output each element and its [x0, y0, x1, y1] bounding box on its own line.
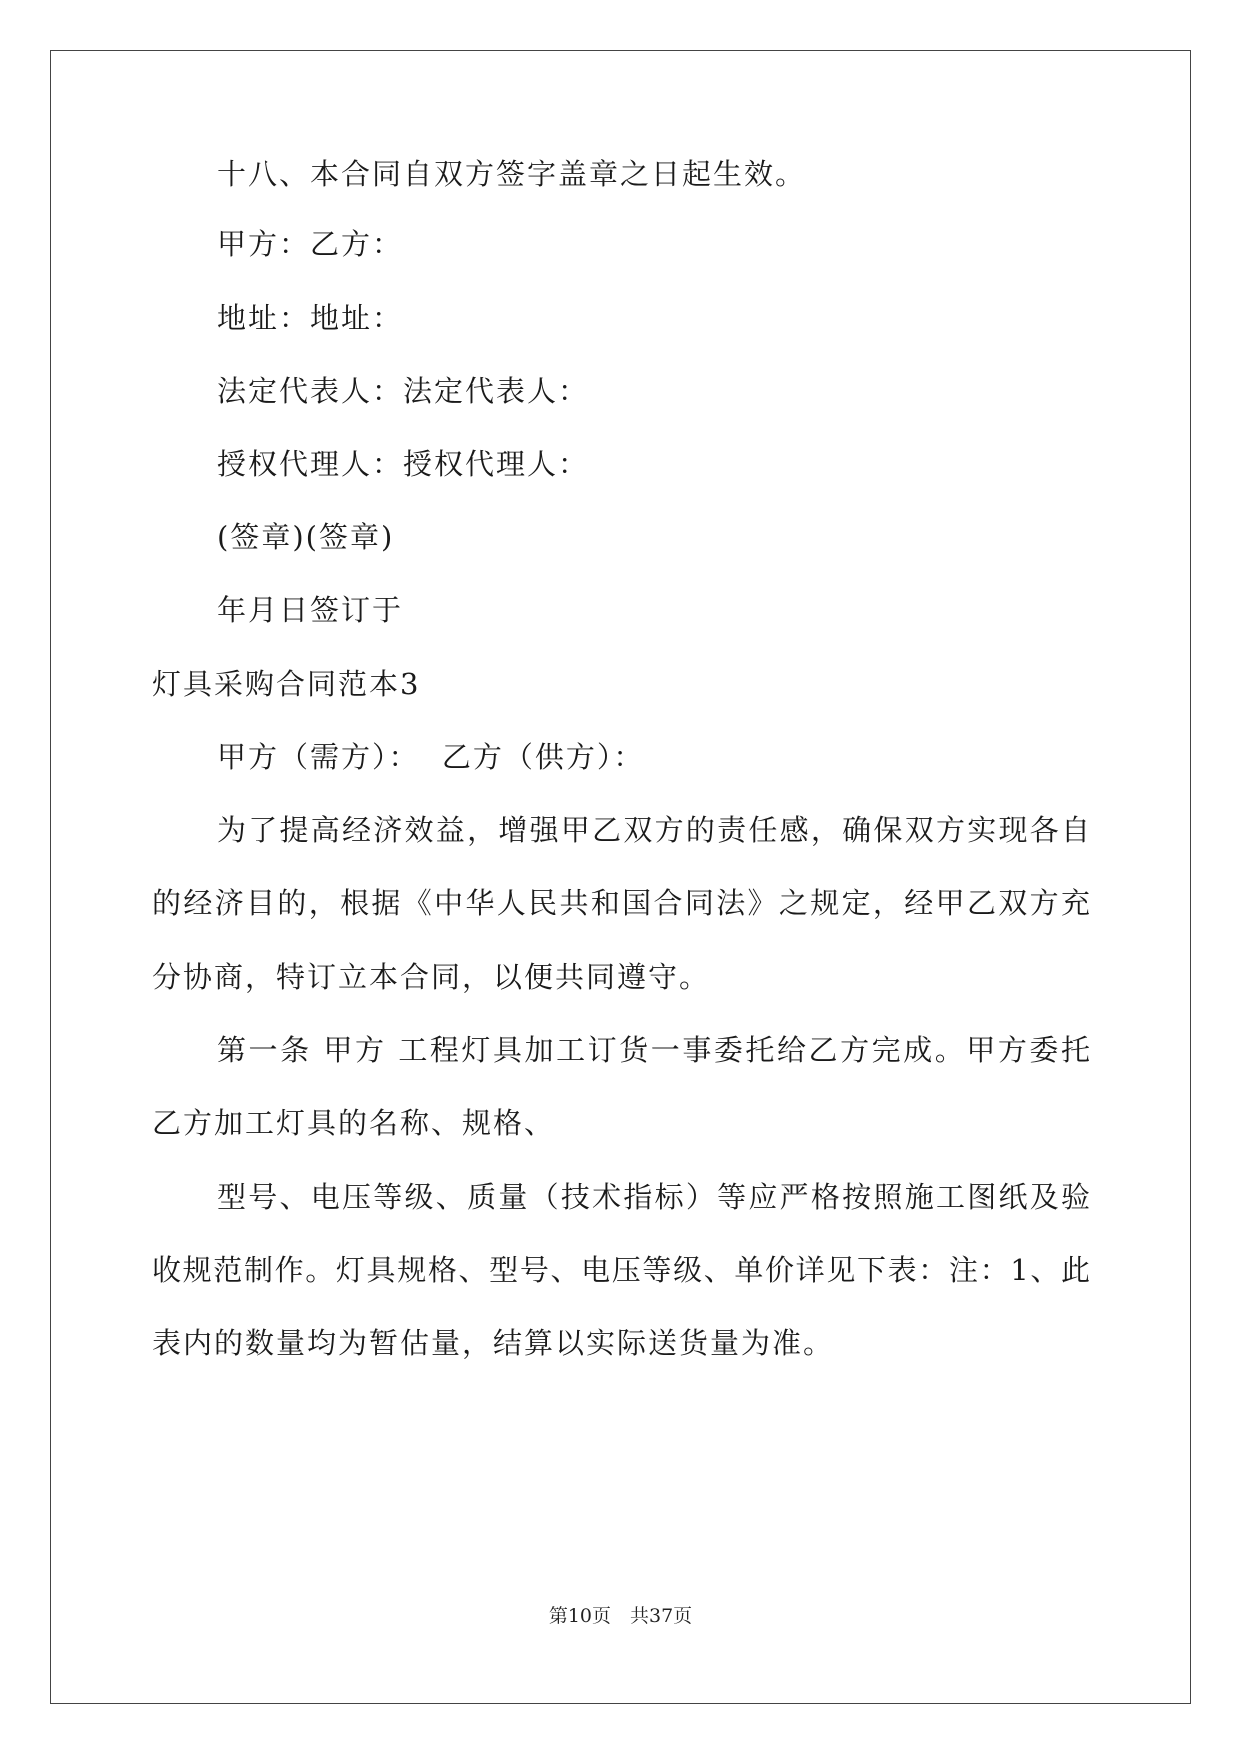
section-heading: 灯具采购合同范本3 [152, 667, 421, 701]
clause-18-text: 十八、本合同自双方签字盖章之日起生效。 [217, 157, 807, 191]
article-1-line: 收规范制作。灯具规格、型号、电压等级、单价详见下表：注：1、此 [152, 1253, 1090, 1287]
seal-line: (签章)(签章) [217, 520, 395, 554]
legal-rep-line: 法定代表人：法定代表人： [217, 374, 590, 408]
page-number: 第10页 共37页 [548, 1605, 693, 1627]
article-1-line: 乙方加工灯具的名称、规格、 [152, 1106, 556, 1140]
article-1-line: 表内的数量均为暂估量，结算以实际送货量为准。 [152, 1326, 835, 1360]
paragraph-line: 为了提高经济效益，增强甲乙双方的责任感，确保双方实现各自 [217, 813, 1090, 847]
paragraph-line: 分协商，特订立本合同，以便共同遵守。 [152, 960, 711, 994]
parties-line: 甲方（需方）： 乙方（供方）： [217, 740, 645, 774]
party-line: 甲方：乙方： [217, 227, 404, 261]
article-1-line: 型号、电压等级、质量（技术指标）等应严格按照施工图纸及验 [217, 1180, 1090, 1214]
address-line: 地址：地址： [217, 301, 404, 335]
agent-line: 授权代理人：授权代理人： [217, 447, 590, 481]
paragraph-line: 的经济目的，根据《中华人民共和国合同法》之规定，经甲乙双方充 [152, 886, 1090, 920]
date-line: 年月日签订于 [217, 593, 404, 627]
article-1-line: 第一条 甲方 工程灯具加工订货一事委托给乙方完成。甲方委托 [217, 1033, 1090, 1067]
